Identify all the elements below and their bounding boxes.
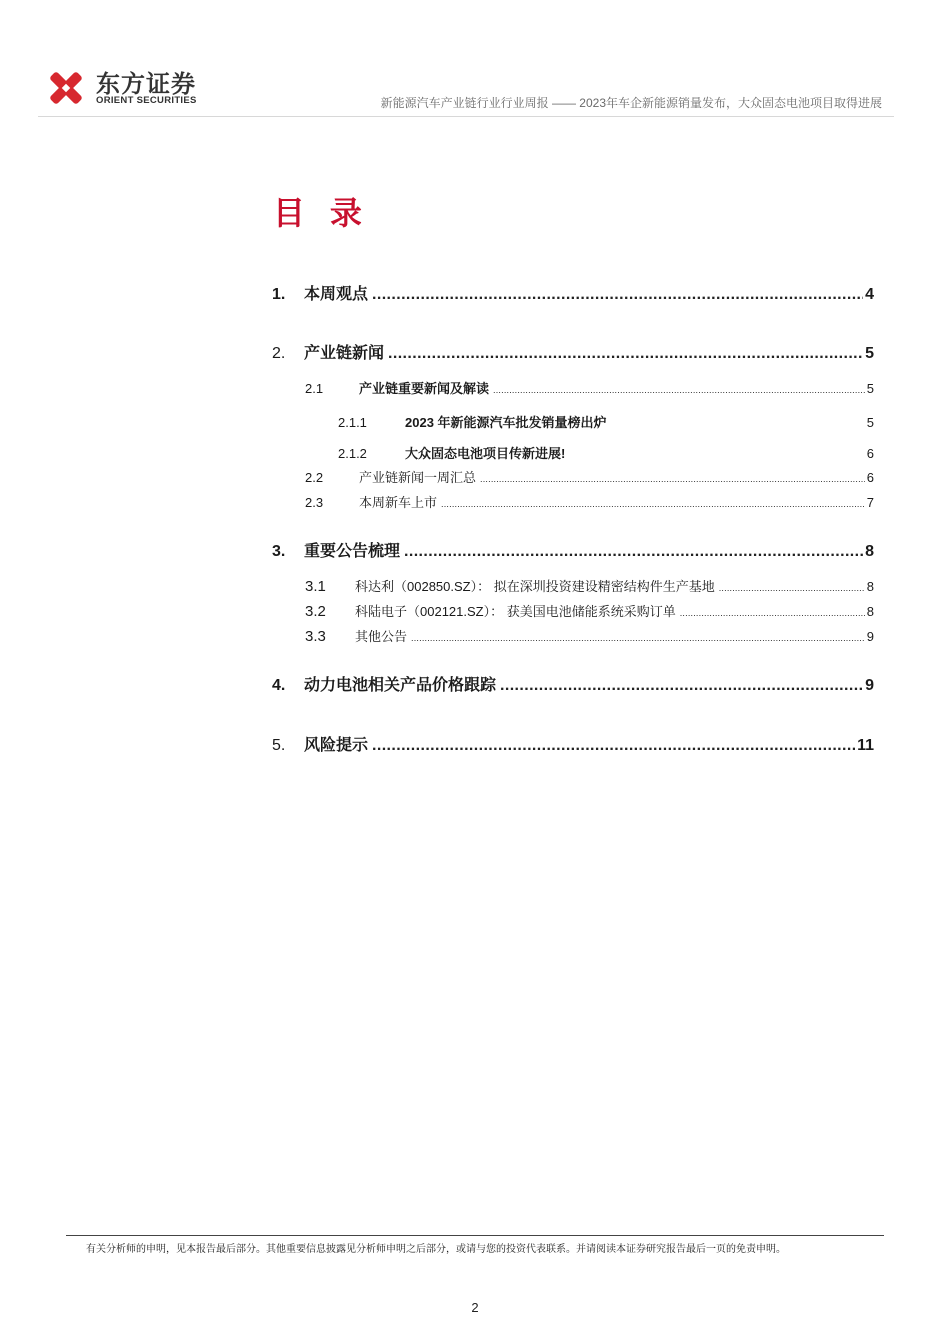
toc-entry-number: 3.2 [305, 603, 326, 620]
toc-heading: 目 录 [273, 195, 370, 231]
footer-disclaimer: 有关分析师的申明，见本报告最后部分。其他重要信息披露见分析师申明之后部分，或请与您的投资代表联系。并请阅读本证券研究报告最后一页的免责申明。 [86, 1244, 786, 1255]
toc-entry-3-1[interactable] [272, 576, 874, 595]
toc-entry-number: 2.2 [305, 470, 324, 485]
toc-entry-page: 8 [866, 579, 874, 594]
toc-entry-number: 2. [272, 345, 286, 362]
logo-english-name: ORIENT SECURITIES [96, 95, 197, 106]
toc-leader-dots [500, 677, 863, 695]
toc-entry-title: 本周新车上市 [359, 495, 438, 510]
header-divider [38, 116, 894, 117]
toc-entry-number: 3.1 [305, 578, 326, 595]
toc-entry-2-1[interactable] [272, 378, 874, 397]
footer-divider [66, 1235, 884, 1236]
toc-entry-title: 科达利（002850.SZ）： 拟在深圳投资建设精密结构件生产基地 [355, 579, 715, 594]
toc-entry-page: 4 [865, 286, 874, 303]
toc-leader-dots [411, 633, 865, 643]
page-number: 2 [471, 1300, 479, 1315]
toc-entry-title: 产业链新闻 [304, 345, 385, 362]
toc-entry-2-1-2[interactable] [272, 443, 874, 462]
company-logo [44, 62, 204, 110]
toc-entry-number: 2.3 [305, 495, 324, 510]
toc-entry-number: 3.3 [305, 628, 326, 645]
toc-entry-5[interactable] [272, 732, 874, 755]
toc-entry-2-2[interactable] [272, 467, 874, 486]
toc-entry-page: 6 [866, 470, 874, 485]
toc-leader-dots [441, 499, 865, 509]
toc-entry-page: 6 [866, 446, 874, 461]
toc-entry-title: 2023 年新能源汽车批发销量榜出炉 [405, 415, 607, 430]
toc-entry-2[interactable] [272, 340, 874, 363]
toc-entry-3[interactable] [272, 538, 874, 561]
toc-entry-1[interactable] [272, 281, 874, 304]
toc-entry-3-3[interactable] [272, 626, 874, 645]
toc-entry-2-3[interactable] [272, 492, 874, 511]
toc-entry-page: 9 [866, 629, 874, 644]
toc-entry-number: 2.1.1 [338, 415, 367, 430]
toc-entry-title: 产业链新闻一周汇总 [359, 470, 477, 485]
toc-entry-title: 科陆电子（002121.SZ）： 获美国电池储能系统采购订单 [355, 604, 676, 619]
toc-entry-page: 7 [866, 495, 874, 510]
toc-leader-dots [480, 474, 865, 484]
toc-entry-number: 1. [272, 286, 286, 303]
toc-entry-page: 11 [857, 737, 874, 754]
toc-entry-page: 5 [866, 415, 874, 430]
toc-entry-title: 产业链重要新闻及解读 [359, 381, 490, 396]
logo-chinese-name: 东方证券 [96, 71, 196, 98]
toc-entry-title: 本周观点 [304, 286, 369, 303]
toc-entry-title: 动力电池相关产品价格跟踪 [304, 677, 497, 694]
toc-leader-dots [404, 543, 863, 561]
toc-entry-title: 风险提示 [304, 737, 369, 754]
toc-entry-page: 5 [865, 345, 874, 362]
toc-entry-title: 重要公告梳理 [304, 543, 401, 560]
toc-entry-page: 8 [866, 604, 874, 619]
toc-entry-page: 8 [865, 543, 874, 560]
toc-leader-dots [372, 737, 855, 755]
toc-entry-number: 2.1.2 [338, 446, 367, 461]
toc-leader-dots [493, 385, 865, 395]
toc-entry-page: 9 [865, 677, 874, 694]
toc-leader-dots [372, 286, 863, 304]
toc-entry-4[interactable] [272, 672, 874, 695]
toc-entry-title: 其他公告 [355, 629, 408, 644]
toc-entry-3-2[interactable] [272, 601, 874, 620]
toc-leader-dots [680, 608, 865, 618]
orient-securities-logo-icon [44, 66, 88, 110]
toc-entry-number: 4. [272, 677, 286, 694]
report-title: 新能源汽车产业链行业行业周报 —— 2023年车企新能源销量发布，大众固态电池项目取得进展 [380, 96, 882, 110]
toc-entry-page: 5 [866, 381, 874, 396]
toc-entry-number: 2.1 [305, 381, 324, 396]
toc-entry-2-1-1[interactable] [272, 412, 874, 431]
toc-entry-number: 3. [272, 543, 286, 560]
toc-entry-number: 5. [272, 737, 286, 754]
toc-leader-dots [388, 345, 863, 363]
toc-entry-title: 大众固态电池项目传新进展! [405, 446, 566, 461]
toc-leader-dots [719, 583, 865, 593]
